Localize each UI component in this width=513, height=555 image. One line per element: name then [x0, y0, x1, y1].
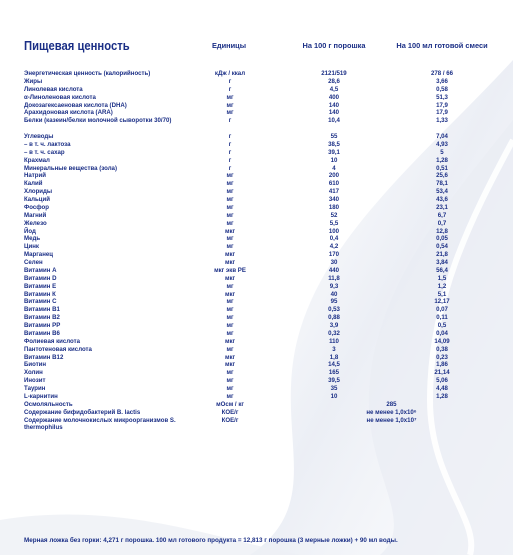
header-units: Единицы	[211, 41, 247, 50]
table-row	[0, 275, 513, 283]
value-per-100ml: 1,86	[436, 361, 448, 369]
table-row	[0, 377, 513, 385]
table-row	[0, 338, 513, 346]
page-title: Пищевая ценность	[24, 39, 130, 53]
value-per-100g: 0,4	[329, 235, 339, 243]
nutrient-name: Витамин Е	[24, 282, 57, 290]
nutrient-name: Натрий	[24, 172, 46, 180]
value-per-100g: 340	[328, 196, 340, 203]
nutrient-unit: мг	[226, 188, 234, 196]
nutrient-value-combined: 285	[386, 400, 397, 408]
table-row	[0, 188, 513, 196]
table-row	[0, 298, 513, 306]
value-per-100g: 110	[329, 337, 339, 345]
nutrient-name: Магний	[24, 211, 47, 219]
nutrient-name: Осмоляльность	[24, 400, 73, 408]
value-per-100ml: 21,14	[434, 369, 450, 377]
value-per-100ml: 5,1	[437, 290, 447, 298]
value-per-100g: 39,1	[328, 148, 340, 156]
nutrient-name: Арахидоновая кислота (ARA)	[24, 109, 113, 117]
nutrient-unit: мг	[226, 172, 234, 180]
header-per-100g: На 100 г порошка	[302, 41, 366, 50]
nutrient-name: Содержание бифидобактерий B. lactis	[24, 408, 141, 416]
nutrient-name: Биотин	[24, 361, 47, 369]
nutrient-name: Витамин К	[24, 290, 56, 298]
nutrient-value-combined: не менее 1,0х10⁶	[366, 408, 417, 416]
table-row	[0, 220, 513, 228]
table-row	[0, 235, 513, 243]
nutrient-unit: мг	[226, 196, 234, 203]
table-row	[0, 228, 513, 236]
nutrient-unit: мг	[226, 101, 234, 109]
nutrient-name: Минеральные вещества (зола)	[24, 164, 117, 172]
nutrient-name: Селен	[24, 259, 43, 266]
table-row	[0, 346, 513, 354]
nutrient-name: Витамин B2	[24, 314, 60, 322]
value-per-100ml: 1,2	[437, 282, 447, 290]
value-per-100g: 180	[328, 203, 340, 211]
table-row	[0, 133, 513, 141]
value-per-100ml: 0,5	[437, 322, 447, 329]
value-per-100g: 30	[330, 259, 338, 266]
nutrient-unit: г	[228, 156, 232, 164]
nutrient-unit: мг	[226, 203, 234, 211]
value-per-100ml: 3,84	[436, 259, 448, 266]
value-per-100ml: 25,6	[436, 172, 448, 180]
value-per-100ml: 14,09	[434, 337, 450, 345]
table-row	[0, 102, 513, 110]
nutrient-name: Медь	[24, 235, 41, 243]
nutrient-name: L-карнитин	[24, 392, 58, 400]
value-per-100ml: 5	[440, 148, 444, 156]
nutrient-name: Крахмал	[24, 156, 50, 164]
table-row	[0, 354, 513, 362]
table-row	[0, 259, 513, 267]
value-per-100g: 4,5	[329, 85, 339, 93]
value-per-100g: 400	[328, 93, 340, 101]
value-per-100ml: 0,54	[436, 243, 448, 251]
value-per-100g: 40	[330, 290, 338, 298]
value-per-100ml: 0,11	[436, 314, 448, 322]
nutrient-unit: мг	[226, 180, 234, 188]
value-per-100ml: 3,66	[436, 77, 448, 85]
header-per-100ml: На 100 мл готовой смеси	[396, 41, 488, 50]
value-per-100g: 14,5	[328, 361, 340, 369]
nutrient-unit: мкг	[224, 337, 236, 345]
value-per-100ml: 0,04	[436, 329, 448, 337]
value-per-100ml: 0,07	[436, 306, 448, 314]
table-row	[0, 78, 513, 86]
value-per-100g: 1,8	[329, 353, 339, 361]
nutrient-name: Энергетическая ценность (калорийность)	[24, 70, 151, 77]
nutrient-name: Таурин	[24, 385, 46, 392]
nutrient-unit: мкг	[224, 274, 236, 282]
value-per-100ml: 6,7	[437, 211, 447, 219]
nutrient-unit: г	[228, 140, 232, 148]
nutrient-name: Белки (казеин/белки молочной сыворотки 30/70)	[24, 117, 172, 125]
nutrient-unit: мкг	[224, 353, 236, 361]
nutrient-unit: мг	[226, 314, 234, 322]
nutrition-table	[0, 70, 513, 432]
nutrient-name: Холин	[24, 369, 43, 377]
value-per-100ml: 78,1	[436, 180, 448, 188]
nutrient-unit: мг	[226, 345, 234, 353]
value-per-100g: 140	[328, 109, 340, 117]
table-row	[0, 117, 513, 133]
nutrient-name: Калий	[24, 180, 43, 188]
nutrient-unit: мг	[226, 211, 234, 219]
value-per-100g: 2121/519	[321, 70, 347, 77]
value-per-100g: 0,88	[328, 314, 340, 322]
table-row	[0, 204, 513, 212]
nutrient-unit: мг	[226, 219, 234, 227]
table-row	[0, 109, 513, 117]
nutrient-unit: мкг	[224, 361, 236, 369]
nutrient-name: α-Линоленовая кислота	[24, 93, 96, 101]
value-per-100ml: 12,8	[436, 227, 448, 235]
table-row	[0, 306, 513, 314]
table-row	[0, 70, 513, 78]
value-per-100ml: 0,58	[436, 85, 448, 93]
nutrient-name: Углеводы	[24, 133, 54, 140]
value-per-100g: 35	[330, 385, 338, 392]
nutrient-unit: мкг	[224, 290, 236, 298]
table-row	[0, 314, 513, 322]
value-per-100ml: 51,3	[436, 93, 448, 101]
nutrient-unit: г	[228, 85, 232, 93]
value-per-100g: 4,2	[329, 243, 339, 251]
table-row	[0, 196, 513, 204]
nutrient-unit: г	[228, 117, 232, 125]
nutrient-name: Цинк	[24, 243, 39, 251]
nutrient-unit: мкг	[224, 227, 236, 235]
table-row	[0, 180, 513, 188]
nutrient-unit: мг	[226, 306, 234, 314]
value-per-100g: 610	[328, 180, 340, 188]
nutrient-unit: мг	[226, 329, 234, 337]
value-per-100g: 39,5	[328, 377, 340, 385]
nutrient-name: Жиры	[24, 77, 43, 85]
nutrient-name: Витамин РР	[24, 322, 61, 329]
value-per-100ml: 0,38	[436, 345, 448, 353]
nutrient-unit: мг	[226, 235, 234, 243]
table-row	[0, 86, 513, 94]
value-per-100g: 440	[328, 266, 340, 274]
value-per-100ml: 5,06	[436, 377, 448, 385]
nutrient-name: Йод	[24, 227, 36, 235]
nutrient-name: Кальций	[24, 196, 51, 203]
value-per-100ml: 17,9	[436, 101, 448, 109]
nutrient-unit: г	[228, 77, 232, 85]
nutrient-unit: мг	[226, 93, 234, 101]
nutrient-name: Витамин А	[24, 266, 57, 274]
nutrient-unit: КОЕ/г	[221, 416, 239, 424]
table-row	[0, 409, 513, 417]
table-row	[0, 243, 513, 251]
nutrient-unit: мг	[226, 385, 234, 392]
nutrient-unit: мг	[226, 369, 234, 377]
value-per-100g: 3,9	[329, 322, 339, 329]
table-row	[0, 401, 513, 409]
table-row	[0, 369, 513, 377]
nutrient-name: Витамин B1	[24, 306, 60, 314]
nutrient-unit: КОЕ/г	[221, 408, 239, 416]
value-per-100ml: 4,93	[436, 140, 448, 148]
nutrient-unit: г	[228, 148, 232, 156]
nutrient-unit: мкг экв РЕ	[214, 266, 246, 274]
table-row	[0, 149, 513, 157]
value-per-100g: 165	[328, 369, 340, 377]
nutrient-name: Марганец	[24, 251, 54, 259]
value-per-100g: 170	[328, 251, 340, 259]
nutrient-name: Хлориды	[24, 188, 53, 196]
value-per-100g: 100	[328, 227, 340, 235]
table-row	[0, 330, 513, 338]
value-per-100g: 140	[328, 101, 340, 109]
value-per-100ml: 0,05	[436, 235, 448, 243]
nutrient-name: Витамин D	[24, 274, 57, 282]
nutrient-unit: г	[228, 133, 232, 140]
value-per-100ml: 1,5	[437, 274, 447, 282]
value-per-100g: 200	[328, 172, 340, 180]
value-per-100ml: 0,7	[437, 219, 447, 227]
nutrient-name: Фосфор	[24, 203, 49, 211]
nutrient-value-combined: не менее 1,0х10⁷	[366, 416, 417, 424]
table-row	[0, 94, 513, 102]
table-row	[0, 361, 513, 369]
nutrient-unit: мг	[226, 322, 234, 329]
value-per-100ml: 1,28	[436, 392, 448, 400]
table-row	[0, 267, 513, 275]
nutrient-unit: мг	[226, 109, 234, 117]
table-row	[0, 393, 513, 401]
value-per-100ml: 23,1	[436, 203, 448, 211]
value-per-100g: 417	[328, 188, 340, 196]
table-row	[0, 172, 513, 180]
footer-note: Мерная ложка без горки: 4,271 г порошка. 100 мл готового продукта = 12,813 г порошка (3 мерные ложки) + 90 мл воды.	[24, 537, 398, 544]
nutrient-unit: мг	[226, 298, 234, 306]
table-row	[0, 385, 513, 393]
value-per-100g: 5,5	[329, 219, 339, 227]
value-per-100g: 95	[330, 298, 338, 306]
value-per-100ml: 56,4	[436, 266, 448, 274]
table-row	[0, 165, 513, 173]
nutrient-unit: мг	[226, 282, 234, 290]
nutrient-unit: мкг	[224, 251, 236, 259]
value-per-100g: 3	[332, 345, 336, 353]
value-per-100ml: 21,8	[436, 251, 448, 259]
value-per-100g: 10,4	[328, 117, 340, 125]
value-per-100g: 0,53	[328, 306, 340, 314]
nutrient-unit: г	[228, 164, 232, 172]
nutrient-name: Витамин С	[24, 298, 57, 306]
value-per-100ml: 17,9	[436, 109, 448, 117]
value-per-100ml: 0,51	[436, 164, 448, 172]
nutrient-unit: мг	[226, 377, 234, 385]
nutrient-unit: мг	[226, 392, 234, 400]
table-row	[0, 212, 513, 220]
nutrient-name: Линолевая кислота	[24, 85, 83, 93]
value-per-100ml: 7,04	[436, 133, 448, 140]
nutrient-name: – в т. ч. сахар	[24, 148, 65, 156]
value-per-100g: 28,6	[328, 77, 340, 85]
table-row	[0, 417, 513, 433]
nutrient-unit: мг	[226, 243, 234, 251]
value-per-100g: 10	[330, 156, 338, 164]
table-row	[0, 291, 513, 299]
nutrient-name: Фолиевая кислота	[24, 337, 81, 345]
value-per-100ml: 12,17	[434, 298, 450, 306]
value-per-100ml: 0,23	[436, 353, 448, 361]
table-row	[0, 322, 513, 330]
nutrient-name: Витамин B12	[24, 353, 64, 361]
value-per-100ml: 53,4	[436, 188, 448, 196]
nutrient-name: Пантотеновая кислота	[24, 345, 92, 353]
table-row	[0, 251, 513, 259]
nutrient-name: Содержание молочнокислых микроорганизмов S. thermophilus	[24, 416, 176, 432]
value-per-100ml: 1,28	[436, 156, 448, 164]
value-per-100g: 55	[330, 133, 338, 140]
nutrient-unit: мОсм / кг	[216, 400, 244, 408]
nutrient-name: Витамин B6	[24, 329, 60, 337]
value-per-100g: 38,5	[328, 140, 340, 148]
table-row	[0, 157, 513, 165]
value-per-100ml: 1,33	[436, 117, 448, 125]
value-per-100g: 9,3	[329, 282, 339, 290]
table-row	[0, 141, 513, 149]
value-per-100g: 4	[332, 164, 336, 172]
value-per-100g: 10	[330, 392, 338, 400]
nutrient-name: Железо	[24, 219, 47, 227]
value-per-100ml: 278 / 66	[430, 70, 454, 77]
nutrient-unit: кДж / ккал	[214, 70, 246, 77]
value-per-100ml: 4,48	[436, 385, 448, 392]
value-per-100ml: 43,6	[436, 196, 448, 203]
value-per-100g: 0,32	[328, 329, 340, 337]
table-row	[0, 283, 513, 291]
nutrient-unit: мкг	[224, 259, 236, 266]
nutrient-name: Докозагексаеновая кислота (DHA)	[24, 101, 127, 109]
value-per-100g: 52	[330, 211, 338, 219]
nutrient-name: Инозит	[24, 377, 46, 385]
value-per-100g: 11,8	[328, 274, 340, 282]
nutrient-name: – в т. ч. лактоза	[24, 140, 71, 148]
